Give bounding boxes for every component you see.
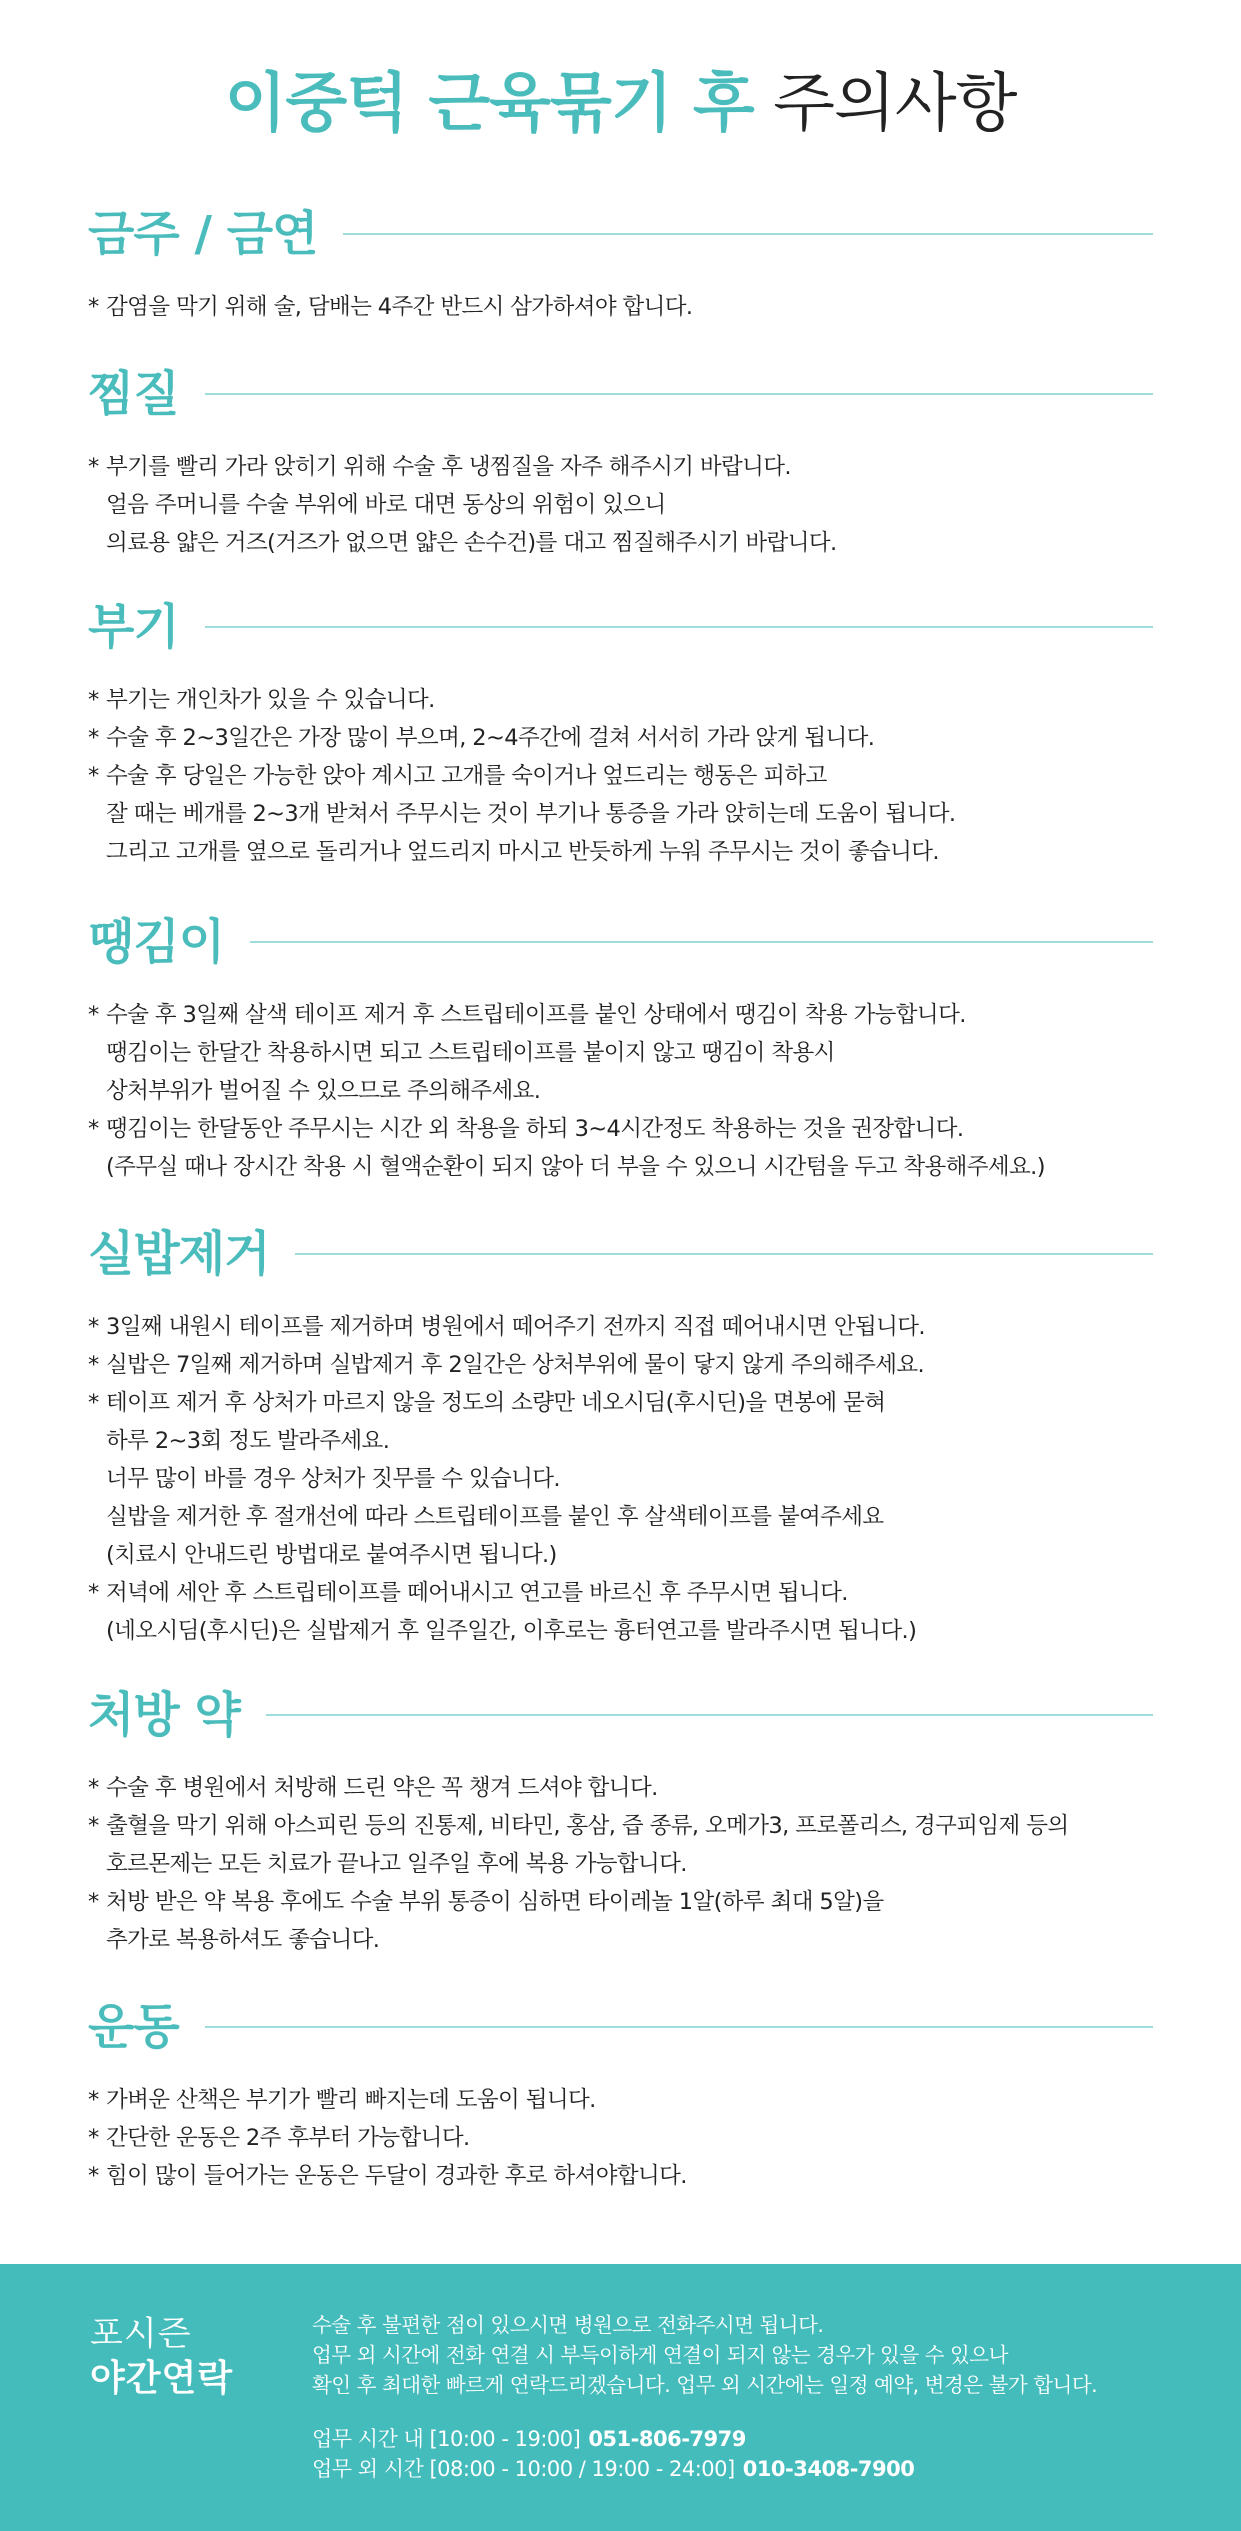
hours-row-after-hours — [312, 2454, 914, 2484]
phone-number-after-hours[interactable]: 010-3408-7900 — [742, 2457, 915, 2481]
list-item-continuation — [88, 486, 1153, 524]
list-item-text: 가벼운 산책은 부기가 빨리 빠지는데 도움이 됩니다. — [106, 2087, 596, 2113]
list-item-continuation — [88, 1498, 1153, 1536]
list-item-text: 부기를 빨리 가라 앉히기 위해 수술 후 냉찜질을 자주 해주시기 바랍니다. — [106, 454, 791, 480]
list-item — [88, 2157, 1153, 2195]
list-item-text: 그리고 고개를 옆으로 돌리거나 엎드리지 마시고 반듯하게 누워 주무시는 것이 좋습니다. — [106, 839, 939, 865]
list-item-text: 하루 2~3회 정도 발라주세요. — [106, 1428, 390, 1454]
asterisk-bullet: * — [88, 294, 99, 320]
asterisk-bullet: * — [88, 1390, 99, 1416]
asterisk-bullet: * — [88, 687, 99, 713]
section-header — [88, 202, 1153, 266]
asterisk-bullet: * — [88, 2087, 99, 2113]
list-item-text: 잘 때는 베개를 2~3개 받쳐서 주무시는 것이 부기나 통증을 가라 앉히는데 도움이 됩니다. — [106, 801, 956, 827]
section-body — [88, 448, 1153, 562]
list-item-continuation — [88, 1422, 1153, 1460]
list-item-text: (네오시딤(후시딘)은 실밥제거 후 일주일간, 이후로는 흉터연고를 발라주시면 됩니다.) — [106, 1618, 917, 1644]
list-item — [88, 288, 1153, 326]
list-item-continuation — [88, 1845, 1153, 1883]
footer-brand-name: 포시즌 — [90, 2314, 192, 2354]
section-title: 처방 약 — [88, 1687, 240, 1743]
list-item-text: 부기는 개인차가 있을 수 있습니다. — [106, 687, 435, 713]
list-item — [88, 996, 1153, 1034]
hours-label: 업무 시간 내 [10:00 - 19:00] — [312, 2427, 581, 2451]
section-header — [88, 1222, 1153, 1286]
asterisk-bullet: * — [88, 1813, 99, 1839]
section-body — [88, 681, 1153, 871]
section-title: 실밥제거 — [88, 1226, 270, 1282]
list-item — [88, 719, 1153, 757]
asterisk-bullet: * — [88, 1889, 99, 1915]
list-item-continuation — [88, 524, 1153, 562]
list-item-continuation — [88, 1148, 1153, 1186]
list-item-text: (치료시 안내드린 방법대로 붙여주시면 됩니다.) — [106, 1542, 557, 1568]
list-item — [88, 1384, 1153, 1422]
section-header — [88, 910, 1153, 974]
section-divider — [205, 626, 1153, 628]
list-item-text: 수술 후 3일째 살색 테이프 제거 후 스트립테이프를 붙인 상태에서 땡김이 착용 가능합니다. — [106, 1002, 966, 1028]
list-item — [88, 1574, 1153, 1612]
section-title: 땡김이 — [88, 914, 225, 970]
asterisk-bullet: * — [88, 1002, 99, 1028]
list-item — [88, 757, 1153, 795]
list-item-text: 힘이 많이 들어가는 운동은 두달이 경과한 후로 하셔야합니다. — [106, 2163, 687, 2189]
section-exercise — [88, 1995, 1153, 2195]
list-item-text: 처방 받은 약 복용 후에도 수술 부위 통증이 심하면 타이레놀 1알(하루 최대 5알)을 — [106, 1889, 884, 1915]
section-stitch-removal — [88, 1222, 1153, 1650]
list-item-text: 땡김이는 한달간 착용하시면 되고 스트립테이프를 붙이지 않고 땡김이 착용시 — [106, 1040, 835, 1066]
list-item-text: 감염을 막기 위해 술, 담배는 4주간 반드시 삼가하셔야 합니다. — [106, 294, 693, 320]
footer-note: 업무 외 시간에 전화 연결 시 부득이하게 연결이 되지 않는 경우가 있을 수 있으나 — [312, 2343, 1008, 2367]
list-item-continuation — [88, 1034, 1153, 1072]
asterisk-bullet: * — [88, 2163, 99, 2189]
asterisk-bullet: * — [88, 1314, 99, 1340]
section-title: 금주 / 금연 — [88, 206, 318, 262]
list-item-text: 수술 후 당일은 가능한 앉아 계시고 고개를 숙이거나 엎드리는 행동은 피하고 — [106, 763, 827, 789]
section-header — [88, 595, 1153, 659]
footer-brand-subtitle: 야간연락 — [90, 2358, 234, 2399]
section-swelling — [88, 595, 1153, 871]
asterisk-bullet: * — [88, 1580, 99, 1606]
section-header — [88, 1683, 1153, 1747]
footer-notes — [312, 2310, 1097, 2400]
list-item-continuation — [88, 1536, 1153, 1574]
section-title: 운동 — [88, 1999, 179, 2055]
list-item-text: 출혈을 막기 위해 아스피린 등의 진통제, 비타민, 홍삼, 즙 종류, 오메가3, 프로폴리스, 경구피임제 등의 — [106, 1813, 1069, 1839]
list-item-text: (주무실 때나 장시간 착용 시 혈액순환이 되지 않아 더 부을 수 있으니 시간텀을 두고 착용해주세요.) — [106, 1154, 1045, 1180]
list-item-text: 추가로 복용하셔도 좋습니다. — [106, 1927, 380, 1953]
section-no-alcohol-smoking — [88, 202, 1153, 326]
list-item — [88, 2119, 1153, 2157]
list-item — [88, 1807, 1153, 1845]
list-item — [88, 681, 1153, 719]
section-header — [88, 1995, 1153, 2059]
list-item-text: 저녁에 세안 후 스트립테이프를 떼어내시고 연고를 바르신 후 주무시면 됩니다. — [106, 1580, 848, 1606]
asterisk-bullet: * — [88, 454, 99, 480]
section-divider — [205, 2026, 1153, 2028]
list-item-text: 얼음 주머니를 수술 부위에 바로 대면 동상의 위험이 있으니 — [106, 492, 666, 518]
section-title: 부기 — [88, 599, 179, 655]
asterisk-bullet: * — [88, 2125, 99, 2151]
section-body — [88, 996, 1153, 1186]
list-item-text: 간단한 운동은 2주 후부터 가능합니다. — [106, 2125, 470, 2151]
footer-note: 확인 후 최대한 빠르게 연락드리겠습니다. 업무 외 시간에는 일정 예약, 변경은 불가 합니다. — [312, 2373, 1098, 2397]
hours-label: 업무 외 시간 [08:00 - 10:00 / 19:00 - 24:00] — [312, 2457, 735, 2481]
section-compress — [88, 362, 1153, 562]
list-item — [88, 1883, 1153, 1921]
asterisk-bullet: * — [88, 725, 99, 751]
asterisk-bullet: * — [88, 1775, 99, 1801]
list-item-continuation — [88, 1072, 1153, 1110]
list-item-text: 수술 후 병원에서 처방해 드린 약은 꼭 챙겨 드셔야 합니다. — [106, 1775, 658, 1801]
list-item-text: 상처부위가 벌어질 수 있으므로 주의해주세요. — [106, 1078, 541, 1104]
list-item — [88, 448, 1153, 486]
section-body — [88, 1769, 1153, 1959]
section-header — [88, 362, 1153, 426]
page-title-rest: 주의사항 — [773, 67, 1017, 141]
list-item — [88, 1308, 1153, 1346]
hours-row-business — [312, 2424, 914, 2454]
section-divider — [343, 233, 1153, 235]
footer-contact-panel — [0, 2264, 1241, 2531]
list-item-text: 의료용 얇은 거즈(거즈가 없으면 얇은 손수건)를 대고 찜질해주시기 바랍니다. — [106, 530, 837, 556]
list-item-continuation — [88, 1612, 1153, 1650]
section-body — [88, 288, 1153, 326]
asterisk-bullet: * — [88, 1116, 99, 1142]
asterisk-bullet: * — [88, 763, 99, 789]
list-item-text: 호르몬제는 모든 치료가 끝나고 일주일 후에 복용 가능합니다. — [106, 1851, 687, 1877]
page-title — [0, 62, 1241, 146]
list-item — [88, 2081, 1153, 2119]
section-chin-band — [88, 910, 1153, 1186]
list-item-text: 수술 후 2~3일간은 가장 많이 부으며, 2~4주간에 걸쳐 서서히 가라 앉게 됩니다. — [106, 725, 875, 751]
section-body — [88, 1308, 1153, 1650]
list-item-continuation — [88, 1921, 1153, 1959]
list-item — [88, 1769, 1153, 1807]
list-item-text: 너무 많이 바를 경우 상처가 짓무를 수 있습니다. — [106, 1466, 560, 1492]
section-title: 찜질 — [88, 366, 179, 422]
footer-note: 수술 후 불편한 점이 있으시면 병원으로 전화주시면 됩니다. — [312, 2313, 824, 2337]
list-item-continuation — [88, 795, 1153, 833]
section-divider — [205, 393, 1153, 395]
footer-hours — [312, 2424, 914, 2484]
asterisk-bullet: * — [88, 1352, 99, 1378]
section-divider — [250, 941, 1153, 943]
phone-number-business[interactable]: 051-806-7979 — [588, 2427, 746, 2451]
list-item — [88, 1110, 1153, 1148]
section-divider — [266, 1714, 1153, 1716]
section-body — [88, 2081, 1153, 2195]
list-item-text: 땡김이는 한달동안 주무시는 시간 외 착용을 하되 3~4시간정도 착용하는 것을 권장합니다. — [106, 1116, 964, 1142]
section-divider — [295, 1253, 1153, 1255]
list-item-text: 테이프 제거 후 상처가 마르지 않을 정도의 소량만 네오시딤(후시딘)을 면봉에 묻혀 — [106, 1390, 886, 1416]
list-item-continuation — [88, 1460, 1153, 1498]
list-item-text: 3일째 내원시 테이프를 제거하며 병원에서 떼어주기 전까지 직접 떼어내시면 안됩니다. — [106, 1314, 925, 1340]
list-item-text: 실밥을 제거한 후 절개선에 따라 스트립테이프를 붙인 후 살색테이프를 붙여주세요 — [106, 1504, 884, 1530]
page-title-accent: 이중턱 근육묶기 후 — [224, 67, 754, 141]
list-item-text: 실밥은 7일째 제거하며 실밥제거 후 2일간은 상처부위에 물이 닿지 않게 주의해주세요. — [106, 1352, 925, 1378]
list-item-continuation — [88, 833, 1153, 871]
section-prescription — [88, 1683, 1153, 1959]
list-item — [88, 1346, 1153, 1384]
